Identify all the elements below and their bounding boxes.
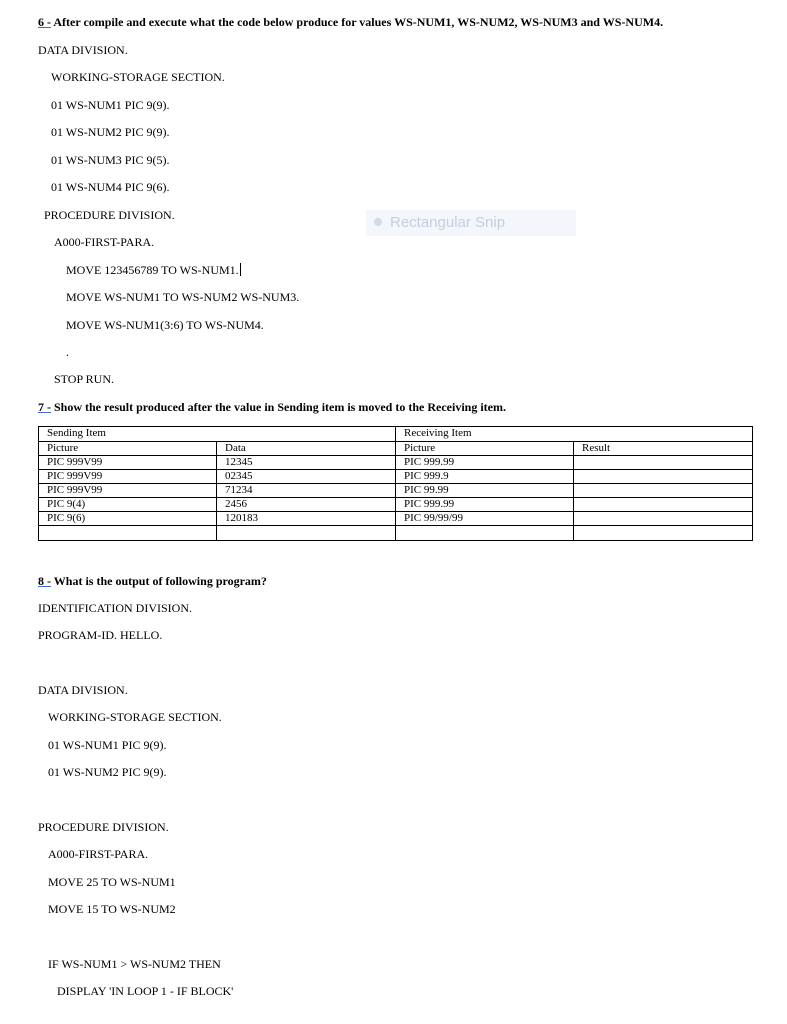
code-line: IDENTIFICATION DIVISION. (38, 601, 192, 615)
question-8-text: What is the output of following program? (53, 574, 267, 588)
code-line: DATA DIVISION. (38, 683, 128, 697)
table-cell: PIC 999V99 (39, 484, 217, 498)
code-line: 01 WS-NUM3 PIC 9(5). (51, 153, 170, 167)
snip-label: Rectangular Snip (390, 214, 506, 231)
code-line: . (66, 345, 69, 359)
table-row (39, 484, 753, 498)
column-header: Picture (39, 442, 217, 456)
table-cell: PIC 99.99 (396, 484, 574, 498)
table-cell: 120183 (217, 512, 396, 526)
code-line: PROCEDURE DIVISION. (38, 820, 169, 834)
table-row-empty (39, 526, 753, 541)
table-cell: 71234 (217, 484, 396, 498)
column-header: Result (574, 442, 753, 456)
code-line: 01 WS-NUM4 PIC 9(6). (51, 180, 170, 194)
column-header: Data (217, 442, 396, 456)
code-line: DISPLAY 'IN LOOP 1 - IF BLOCK' (57, 984, 234, 998)
result-cell[interactable] (574, 484, 753, 498)
table-row (39, 470, 753, 484)
receiving-item-header: Receiving Item (396, 427, 753, 442)
text-cursor (240, 263, 241, 276)
code-line: WORKING-STORAGE SECTION. (51, 70, 225, 84)
code-line: 01 WS-NUM2 PIC 9(9). (48, 765, 167, 779)
table-cell: PIC 999.99 (396, 456, 574, 470)
sending-item-header: Sending Item (39, 427, 396, 442)
code-line: MOVE 25 TO WS-NUM1 (48, 875, 176, 889)
code-line: PROCEDURE DIVISION. (44, 208, 175, 222)
question-8-heading (38, 574, 267, 588)
move-result-table (38, 426, 753, 541)
code-line: PROGRAM-ID. HELLO. (38, 628, 163, 642)
question-7-heading (38, 400, 506, 414)
result-cell[interactable] (574, 512, 753, 526)
code-line: A000-FIRST-PARA. (48, 847, 149, 861)
table-cell: PIC 999V99 (39, 470, 217, 484)
code-line-text: MOVE 123456789 TO WS-NUM1. (66, 263, 239, 277)
question-6-number: 6 - (38, 15, 51, 29)
table-cell: PIC 99/99/99 (396, 512, 574, 526)
question-6-heading (38, 15, 663, 29)
question-7-text: Show the result produced after the value in Sending item is moved to the Receiving item. (54, 400, 506, 414)
question-6-text: After compile and execute what the code below produce for values WS-NUM1, WS-NUM2, WS-NUM3 and WS-NUM4. (53, 15, 664, 29)
question-7-number: 7 - (38, 400, 51, 414)
table-cell: PIC 999.9 (396, 470, 574, 484)
table-row (39, 512, 753, 526)
rectangular-snip-overlay[interactable] (366, 210, 576, 236)
table-cell[interactable] (396, 526, 574, 541)
table-column-header-row (39, 442, 753, 456)
code-line: IF WS-NUM1 > WS-NUM2 THEN (48, 957, 221, 971)
code-line: 01 WS-NUM2 PIC 9(9). (51, 125, 170, 139)
code-line: MOVE WS-NUM1 TO WS-NUM2 WS-NUM3. (66, 290, 300, 304)
result-cell[interactable] (574, 456, 753, 470)
column-header: Picture (396, 442, 574, 456)
code-line: STOP RUN. (54, 372, 115, 386)
code-line: WORKING-STORAGE SECTION. (48, 710, 222, 724)
code-line: 01 WS-NUM1 PIC 9(9). (51, 98, 170, 112)
code-line: 01 WS-NUM1 PIC 9(9). (48, 738, 167, 752)
table-cell[interactable] (574, 526, 753, 541)
table-group-header-row (39, 427, 753, 442)
table-cell[interactable] (217, 526, 396, 541)
table-row (39, 456, 753, 470)
table-cell: 12345 (217, 456, 396, 470)
code-line-with-cursor[interactable] (66, 263, 241, 277)
table-row (39, 498, 753, 512)
table-cell: PIC 9(6) (39, 512, 217, 526)
code-line: MOVE 15 TO WS-NUM2 (48, 902, 176, 916)
table-cell: PIC 999V99 (39, 456, 217, 470)
result-cell[interactable] (574, 498, 753, 512)
code-line: A000-FIRST-PARA. (54, 235, 155, 249)
code-line: MOVE WS-NUM1(3:6) TO WS-NUM4. (66, 318, 264, 332)
table-cell: 02345 (217, 470, 396, 484)
table-cell: PIC 999.99 (396, 498, 574, 512)
table-cell: PIC 9(4) (39, 498, 217, 512)
question-8-number: 8 - (38, 574, 51, 588)
result-cell[interactable] (574, 470, 753, 484)
snip-dot-icon (374, 218, 382, 226)
table-cell[interactable] (39, 526, 217, 541)
table-cell: 2456 (217, 498, 396, 512)
code-line: DATA DIVISION. (38, 43, 128, 57)
